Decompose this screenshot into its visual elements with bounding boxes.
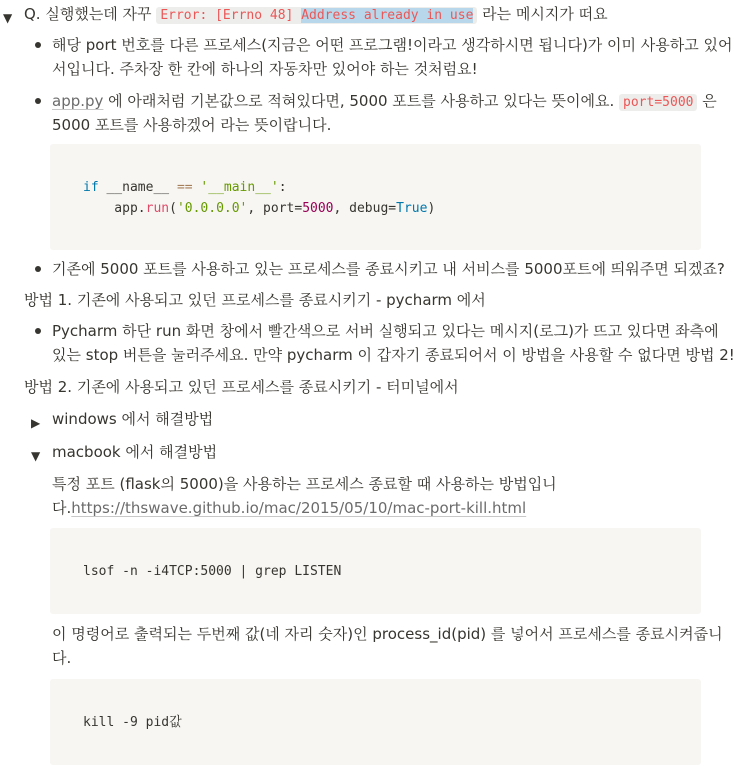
code-debug-val: True — [396, 201, 428, 216]
toggle-closed-icon[interactable]: ▶ — [31, 416, 41, 430]
toggle-macbook[interactable]: macbook 에서 해결방법 — [52, 443, 218, 461]
code-port-part: , port= — [247, 201, 303, 216]
bullet-3-line: 기존에 5000 포트를 사용하고 있는 프로세스를 종료시키고 내 서비스를 5000포트에 띄워주면 되겠죠? — [52, 260, 725, 278]
port-kill-link[interactable]: https://thswave.github.io/mac/2015/05/10/mac-port-kill.html — [71, 499, 527, 517]
method-2-heading: 방법 2. 기존에 사용되고 있던 프로세스를 종료시키기 - 터미널에서 — [24, 378, 459, 396]
mac-line-2-prefix: 다. — [52, 499, 72, 517]
question-line — [24, 2, 608, 28]
bullet-dot — [35, 98, 41, 104]
code-host: '0.0.0.0' — [176, 201, 248, 216]
error-highlight: Address already in use — [301, 8, 474, 23]
code-kw-if: if — [83, 180, 99, 195]
code-line-1 — [83, 177, 287, 198]
code-main-str: '__main__' — [192, 180, 279, 195]
toggle-windows[interactable]: windows 에서 해결방법 — [52, 410, 214, 428]
code-paren-open: ( — [169, 201, 177, 216]
error-code — [156, 7, 477, 24]
code-name: __name__ — [98, 180, 177, 195]
bullet-dot — [35, 328, 41, 334]
bullet-dot — [35, 42, 41, 48]
code-kill-line: kill -9 pid값 — [83, 715, 182, 730]
code-eq: == — [176, 180, 193, 195]
code-debug-part: , debug= — [333, 201, 397, 216]
mac-line-2 — [52, 496, 526, 520]
code-indent: app. — [83, 201, 146, 216]
code-block-kill[interactable] — [50, 679, 701, 765]
code-colon: : — [278, 180, 287, 195]
bullet-2-line-2: 5000 포트를 사용하겠어 라는 뜻이랍니다. — [52, 116, 332, 134]
pid-line-2: 다. — [52, 649, 72, 667]
bullet-2-text: 에 아래처럼 기본값으로 적혀있다면, 5000 포트를 사용하고 있다는 뜻이에요. — [103, 92, 615, 110]
code-run: run — [145, 201, 170, 216]
code-lsof-line: lsof -n -i4TCP:5000 | grep LISTEN — [83, 564, 342, 579]
question-prefix: Q. 실행했는데 자꾸 — [24, 5, 157, 23]
code-line-2 — [83, 198, 435, 219]
code-block-lsof[interactable] — [50, 528, 701, 614]
bullet-2-line-1 — [52, 89, 717, 115]
code-block-python[interactable] — [50, 144, 701, 250]
port-code: port=5000 — [619, 94, 697, 111]
bullet-1-line-1: 해당 port 번호를 다른 프로세스(지금은 어떤 프로그램!이라고 생각하시면 됩니다)가 이미 사용하고 있어 — [52, 36, 733, 54]
bullet-2-after: 은 — [697, 92, 717, 110]
method-1-line-1: Pycharm 하단 run 화면 창에서 빨간색으로 서버 실행되고 있다는 메시지(로그)가 뜨고 있다면 좌측에 — [52, 322, 719, 340]
error-code-text: Error: [Errno 48] — [160, 8, 302, 23]
method-1-line-2: 있는 stop 버튼을 눌러주세요. 만약 pycharm 이 갑자기 종료되어서 이 방법을 사용할 수 없다면 방법 2! — [52, 346, 735, 364]
pid-line-1: 이 명령어로 출력되는 두번째 값(네 자리 숫자)인 process_id(pid) 를 넣어서 프로세스를 종료시켜줍니 — [52, 625, 723, 643]
code-port-num: 5000 — [302, 201, 334, 216]
toggle-open-icon[interactable]: ▼ — [3, 11, 13, 25]
app-py-link[interactable]: app.py — [52, 92, 104, 110]
bullet-dot — [35, 266, 41, 272]
bullet-1-line-2: 서입니다. 주차장 한 칸에 하나의 자동차만 있어야 하는 것처럼요! — [52, 60, 478, 78]
toggle-open-icon[interactable]: ▼ — [31, 449, 41, 463]
code-paren-close: ) — [427, 201, 436, 216]
method-1-heading: 방법 1. 기존에 사용되고 있던 프로세스를 종료시키기 - pycharm 에서 — [24, 291, 486, 309]
mac-line-1: 특정 포트 (flask의 5000)을 사용하는 프로세스 종료할 때 사용하는 방법입니 — [52, 475, 557, 493]
question-suffix: 라는 메시지가 떠요 — [477, 5, 608, 23]
